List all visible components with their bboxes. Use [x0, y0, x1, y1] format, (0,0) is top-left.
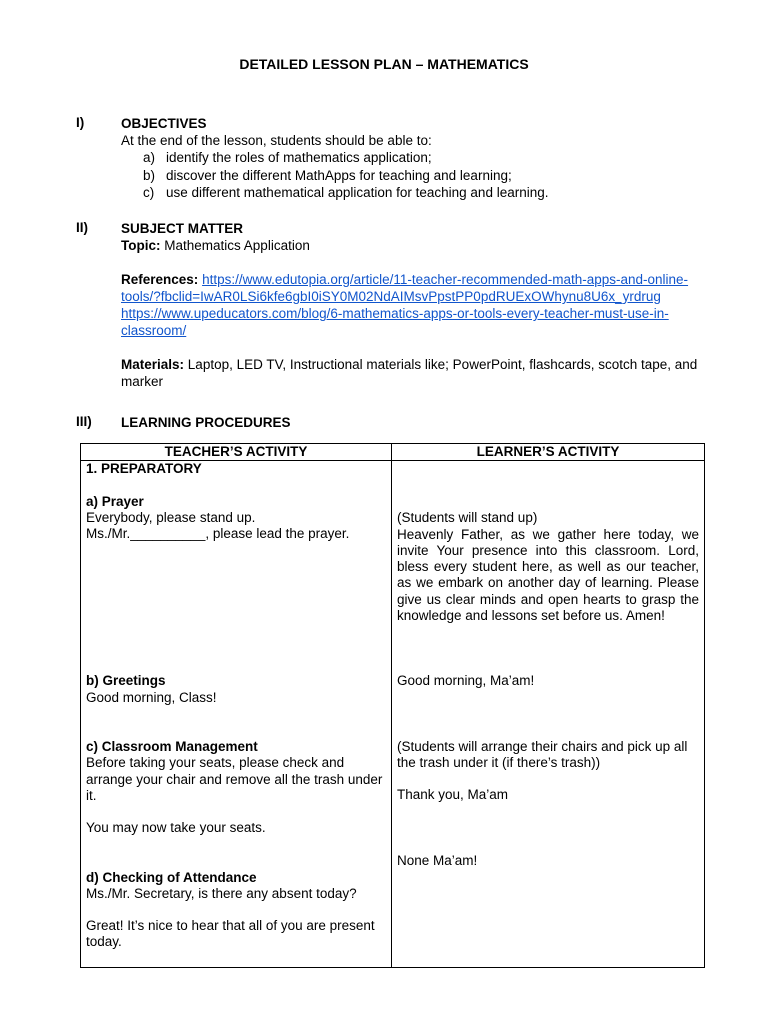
reference-link-1-line-2: tools/?fbclid=IwAR0LSi6kfe6gbI0iSY0M02NdAIMsvPpstPP0pdRUExOWhynu8U6x_yrdrug — [121, 289, 661, 304]
preparatory-heading: 1. PREPARATORY — [86, 461, 202, 477]
objective-text: identify the roles of mathematics application; — [166, 150, 432, 165]
objective-text: use different mathematical application for teaching and learning. — [166, 185, 549, 200]
objective-marker: c) — [143, 185, 155, 200]
learner-activity-cell — [392, 461, 705, 968]
classroom-learner-line-1: (Students will arrange their chairs and pick up all the trash under it (if there’s trash)) — [397, 738, 688, 770]
teacher-activity-header: TEACHER’S ACTIVITY — [81, 444, 392, 461]
reference-link-1-line-1: https://www.edutopia.org/article/11-teacher-recommended-math-apps-and-online- — [202, 272, 689, 287]
section-number-subject-matter: II) — [76, 220, 88, 235]
references-label: References: — [121, 272, 199, 287]
attendance-teacher-line-1: Ms./Mr. Secretary, is there any absent today? — [86, 885, 357, 901]
materials-line — [121, 356, 721, 390]
document-title: DETAILED LESSON PLAN – MATHEMATICS — [239, 56, 529, 72]
objective-marker: a) — [143, 150, 156, 165]
reference-link-2-line-2: classroom/ — [121, 323, 187, 338]
subject-matter-heading: SUBJECT MATTER — [121, 221, 244, 236]
objectives-intro: At the end of the lesson, students should be able to: — [121, 133, 432, 148]
procedures-table — [80, 443, 705, 968]
topic-line — [121, 237, 721, 254]
procedures-heading: LEARNING PROCEDURES — [121, 415, 291, 430]
topic-label: Topic: — [121, 238, 161, 253]
table-header-row — [81, 444, 705, 461]
learner-activity-header: LEARNER’S ACTIVITY — [392, 444, 705, 461]
subject-matter-section — [121, 220, 721, 390]
objective-text: discover the different MathApps for teaching and learning; — [166, 167, 512, 183]
prayer-teacher-line-1: Everybody, please stand up. — [86, 509, 256, 525]
materials-value: Laptop, LED TV, Instructional materials like; PowerPoint, flashcards, scotch tape, and marker — [121, 357, 698, 389]
reference-link-2-line-1: https://www.upeducators.com/blog/6-mathematics-apps-or-tools-every-teacher-must-use-in- — [121, 306, 669, 321]
attendance-heading: d) Checking of Attendance — [86, 869, 257, 885]
reference-link-2[interactable] — [121, 306, 669, 338]
attendance-learner: None Ma’am! — [397, 852, 478, 868]
objectives-heading: OBJECTIVES — [121, 116, 207, 131]
classroom-teacher-line-1: Before taking your seats, please check and arrange your chair and remove all the trash under it. — [86, 755, 383, 803]
prayer-teacher-line-2: Ms./Mr.__________, please lead the prayer. — [86, 526, 350, 542]
classroom-teacher-line-2: You may now take your seats. — [86, 820, 266, 836]
topic-value: Mathematics Application — [164, 238, 310, 253]
greetings-teacher: Good morning, Class! — [86, 689, 217, 705]
references-block — [121, 271, 721, 339]
objective-item — [121, 149, 721, 167]
teacher-activity-cell — [81, 461, 392, 968]
prayer-learner-line-1: (Students will stand up) — [397, 510, 538, 526]
objective-marker: b) — [143, 167, 156, 183]
section-number-objectives: I) — [76, 115, 85, 130]
objectives-list — [121, 149, 721, 202]
prayer-heading: a) Prayer — [86, 493, 144, 509]
materials-label: Materials: — [121, 357, 185, 372]
classroom-learner-line-2: Thank you, Ma’am — [397, 787, 509, 803]
greetings-learner: Good morning, Ma’am! — [397, 673, 535, 689]
objectives-section — [121, 115, 721, 202]
attendance-teacher-line-2: Great! It’s nice to hear that all of you are present today. — [86, 918, 375, 950]
objective-item — [121, 184, 721, 202]
procedures-heading-block — [121, 414, 721, 431]
greetings-heading: b) Greetings — [86, 673, 166, 689]
table-row — [81, 461, 705, 968]
objective-item — [121, 167, 721, 185]
section-number-procedures: III) — [76, 414, 92, 429]
classroom-management-heading: c) Classroom Management — [86, 739, 258, 755]
reference-link-1[interactable] — [121, 272, 688, 304]
prayer-learner-line-2: Heavenly Father, as we gather here today, we invite Your presence into this classroom. Lord, bless every student here, as well as our teacher, as we embark on another day of learning. Please give us clear minds and open hearts to grasp the knowledge and lessons set before us. Amen! — [397, 526, 699, 624]
